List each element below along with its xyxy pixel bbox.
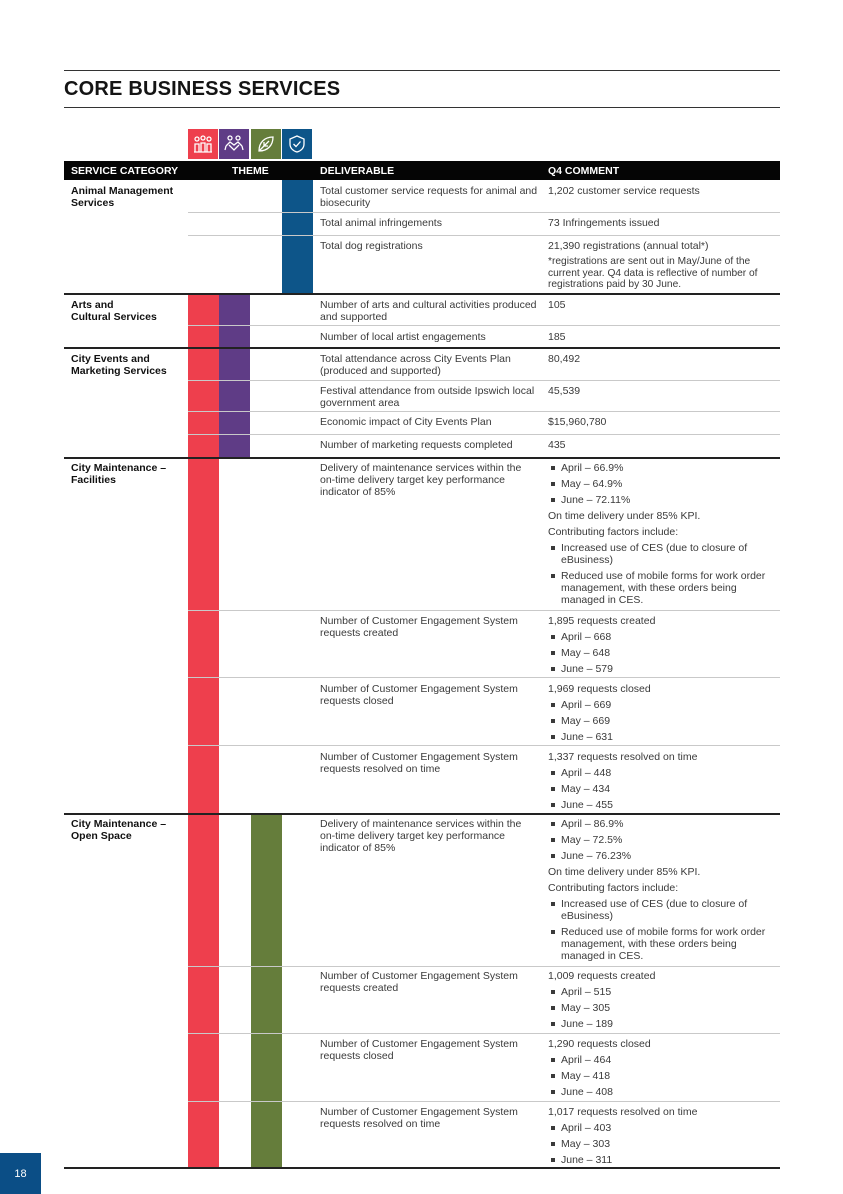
deliverable-cell: Delivery of maintenance services within the on-time delivery target key performance indicator of 85%	[320, 462, 522, 498]
comment-line: 185	[548, 331, 566, 343]
comment-cell	[548, 1038, 780, 1102]
category-separator	[64, 457, 780, 459]
row-separator	[188, 610, 780, 611]
comment-line: On time delivery under 85% KPI.	[548, 510, 701, 522]
comment-cell	[548, 462, 780, 610]
top-rule	[64, 70, 780, 71]
comment-bullet: June – 455	[548, 799, 780, 811]
comment-bullet: June – 189	[548, 1018, 780, 1030]
comment-cell	[548, 615, 780, 679]
deliverable-cell: Number of marketing requests completed	[320, 439, 513, 451]
comment-bullet: June – 311	[548, 1154, 780, 1166]
comment-note: *registrations are sent out in May/June of the current year. Q4 data is reflective of number of registrations paid by 30 June.	[548, 256, 758, 290]
deliverable-cell: Number of Customer Engagement System requests created	[320, 970, 518, 994]
comment-cell	[548, 353, 780, 369]
comment-line: 21,390 registrations (annual total*)	[548, 240, 709, 252]
category-city-maintenance-facilities: City Maintenance – Facilities	[71, 462, 167, 486]
comment-cell	[548, 331, 780, 347]
comment-cell	[548, 1106, 780, 1170]
comment-line: 80,492	[548, 353, 581, 365]
community-people-icon	[188, 129, 218, 159]
theme-bar-vibrant-growing	[188, 295, 219, 1168]
comment-cell	[548, 439, 780, 455]
comment-bullet: May – 305	[548, 1002, 780, 1014]
comment-bullet: June – 72.11%	[548, 494, 780, 506]
comment-bullet: Reduced use of mobile forms for work order management, with these orders being managed in CES.	[548, 926, 780, 962]
deliverable-cell: Total attendance across City Events Plan (produced and supported)	[320, 353, 511, 377]
comment-line: 1,290 requests closed	[548, 1038, 651, 1050]
comment-bullet: Increased use of CES (due to closure of eBusiness)	[548, 542, 780, 566]
comment-cell	[548, 751, 780, 815]
comment-bullet: June – 408	[548, 1086, 780, 1098]
comment-line: 1,017 requests resolved on time	[548, 1106, 698, 1118]
comment-bullet: April – 86.9%	[548, 818, 780, 830]
theme-bar-natural-sustainable	[251, 815, 282, 1168]
comment-bullet: May – 418	[548, 1070, 780, 1082]
comment-line: 435	[548, 439, 566, 451]
comment-bullet: May – 64.9%	[548, 478, 780, 490]
page-title: CORE BUSINESS SERVICES	[64, 78, 341, 100]
comment-cell	[548, 970, 780, 1034]
deliverable-cell: Festival attendance from outside Ipswich local government area	[320, 385, 535, 409]
comment-bullet: Reduced use of mobile forms for work order management, with these orders being managed in CES.	[548, 570, 780, 606]
category-city-events-marketing: City Events and Marketing Services	[71, 353, 167, 377]
comment-line: 1,202 customer service requests	[548, 185, 700, 197]
header-q4-comment: Q4 COMMENT	[548, 165, 620, 177]
comment-line: 1,009 requests created	[548, 970, 656, 982]
deliverable-cell: Number of local artist engagements	[320, 331, 486, 343]
comment-cell	[548, 217, 780, 233]
comment-bullet: Increased use of CES (due to closure of eBusiness)	[548, 898, 780, 922]
deliverable-cell: Number of Customer Engagement System requests closed	[320, 1038, 518, 1062]
shield-check-icon	[282, 129, 312, 159]
comment-line: 1,895 requests created	[548, 615, 656, 627]
comment-line: 1,969 requests closed	[548, 683, 651, 695]
comment-bullet: May – 434	[548, 783, 780, 795]
header-deliverable: DELIVERABLE	[320, 165, 395, 177]
row-separator	[188, 434, 780, 435]
comment-bullet: May – 669	[548, 715, 780, 727]
deliverable-cell: Number of Customer Engagement System requests resolved on time	[320, 1106, 518, 1130]
comment-bullet: April – 448	[548, 767, 780, 779]
comment-line: 1,337 requests resolved on time	[548, 751, 698, 763]
comment-bullet: May – 72.5%	[548, 834, 780, 846]
comment-line: Contributing factors include:	[548, 882, 679, 894]
comment-bullet: June – 579	[548, 663, 780, 675]
deliverable-cell: Number of Customer Engagement System requests resolved on time	[320, 751, 518, 775]
comment-bullet: April – 668	[548, 631, 780, 643]
comment-line: Contributing factors include:	[548, 526, 679, 538]
comment-bullet: May – 648	[548, 647, 780, 659]
deliverable-cell: Economic impact of City Events Plan	[320, 416, 492, 428]
comment-bullet: April – 66.9%	[548, 462, 780, 474]
page-number: 18	[0, 1153, 41, 1194]
category-arts-cultural: Arts and Cultural Services	[71, 299, 157, 323]
deliverable-cell: Number of Customer Engagement System requests closed	[320, 683, 518, 707]
deliverable-cell: Number of arts and cultural activities produced and supported	[320, 299, 537, 323]
category-separator	[64, 347, 780, 349]
comment-cell	[548, 416, 780, 432]
comment-bullet: May – 303	[548, 1138, 780, 1150]
row-separator	[188, 325, 780, 326]
theme-bar-community	[219, 295, 250, 457]
row-separator	[188, 380, 780, 381]
deliverable-cell: Delivery of maintenance services within the on-time delivery target key performance indicator of 85%	[320, 818, 522, 854]
leaf-icon	[251, 129, 281, 159]
deliverable-cell: Total dog registrations	[320, 240, 423, 252]
comment-cell	[548, 818, 780, 966]
table-header	[64, 161, 780, 180]
comment-bullet: June – 76.23%	[548, 850, 780, 862]
comment-bullet: June – 631	[548, 731, 780, 743]
row-separator	[188, 411, 780, 412]
comment-cell	[548, 240, 780, 295]
row-separator	[188, 966, 780, 967]
comment-line: 45,539	[548, 385, 581, 397]
comment-cell	[548, 385, 780, 401]
handshake-icon	[219, 129, 249, 159]
comment-bullet: April – 515	[548, 986, 780, 998]
comment-cell	[548, 683, 780, 747]
comment-line: 73 Infringements issued	[548, 217, 660, 229]
deliverable-cell: Total animal infringements	[320, 217, 442, 229]
comment-line: 105	[548, 299, 566, 311]
row-separator	[188, 235, 780, 236]
comment-cell	[548, 299, 780, 315]
comment-cell	[548, 185, 780, 201]
comment-line: $15,960,780	[548, 416, 607, 428]
comment-bullet: April – 464	[548, 1054, 780, 1066]
title-underline	[64, 107, 780, 108]
category-animal-management: Animal Management Services	[71, 185, 174, 209]
comment-line: On time delivery under 85% KPI.	[548, 866, 701, 878]
theme-bar-safe-secure	[282, 180, 313, 293]
comment-bullet: April – 669	[548, 699, 780, 711]
deliverable-cell: Total customer service requests for animal and biosecurity	[320, 185, 538, 209]
header-service-category: SERVICE CATEGORY	[71, 165, 179, 177]
category-city-maintenance-open-space: City Maintenance – Open Space	[71, 818, 167, 842]
comment-bullet: April – 403	[548, 1122, 780, 1134]
header-theme: THEME	[232, 165, 269, 177]
row-separator	[188, 212, 780, 213]
deliverable-cell: Number of Customer Engagement System requests created	[320, 615, 518, 639]
